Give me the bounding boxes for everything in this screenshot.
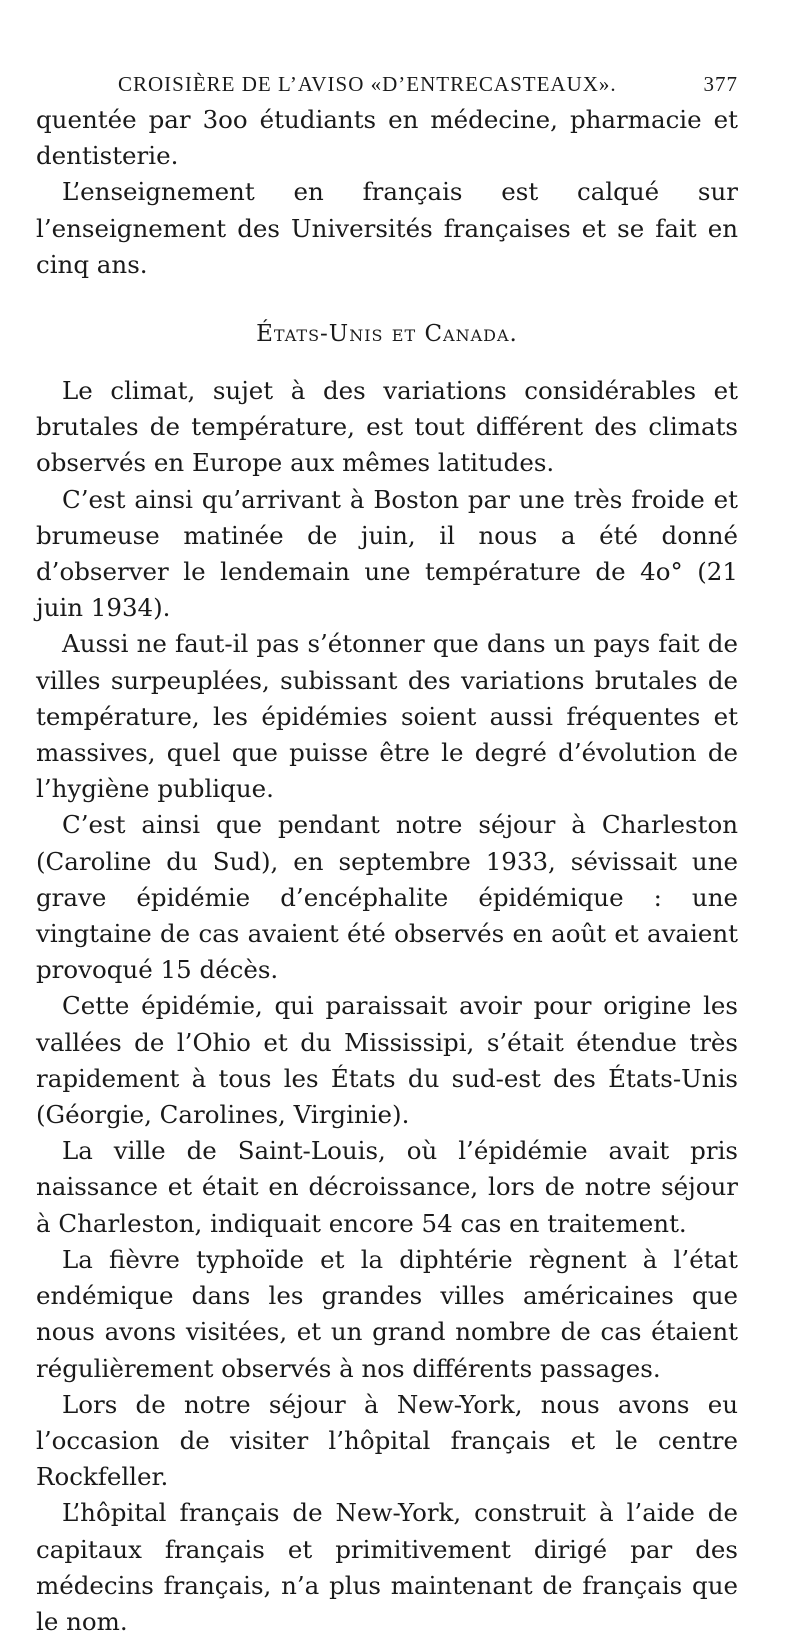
paragraph: Le climat, sujet à des variations considérables et brutales de température, est tout différent des climats observés en Europe aux mêmes latitudes. <box>36 376 738 478</box>
paragraph: La fièvre typhoïde et la diphtérie règnent à l’état endémique dans les grandes villes américaines que nous avons visitées, et un grand nombre de cas étaient régulièrement observés à nos différents passages. <box>36 1244 738 1383</box>
section-heading-text: États-Unis et Canada. <box>256 321 518 348</box>
paragraph: C’est ainsi que pendant notre séjour à Charleston (Caroline du Sud), en septembre 1933, sévissait une grave épidémie d’encéphalite épidémique : une vingtaine de cas avaient été observés en août et avaient provoqué 15 décès. <box>36 810 738 985</box>
paragraph: Lors de notre séjour à New-York, nous avons eu l’occasion de visiter l’hôpital français et le centre Rockfeller. <box>36 1389 738 1492</box>
paragraph: Aussi ne faut-il pas s’étonner que dans un pays fait de villes surpeuplées, subissant des variations brutales de température, les épidémies soient aussi fréquentes et massives, quel que puisse être le degré d’évolution de l’hygiène publique. <box>36 629 738 804</box>
section-heading <box>36 319 738 349</box>
paragraph: C’est ainsi qu’arrivant à Boston par une très froide et brumeuse matinée de juin, il nous a été donné d’observer le lendemain une température de 4o° (21 juin 1934). <box>36 484 738 623</box>
running-title: CROISIÈRE DE L’AVISO «D’ENTRECASTEAUX». <box>118 72 617 96</box>
page-number: 377 <box>703 72 738 96</box>
paragraph: L’hôpital français de New-York, construit à l’aide de capitaux français et primitivement dirigé par des médecins français, n’a plus maintenant de français que le nom. <box>36 1498 738 1636</box>
paragraph: quentée par 3oo étudiants en médecine, pharmacie et dentisterie. <box>36 105 738 171</box>
running-head <box>36 68 738 102</box>
paragraph: La ville de Saint-Louis, où l’épidémie avait pris naissance et était en décroissance, lors de notre séjour à Charleston, indiquait encore 54 cas en traitement. <box>36 1136 738 1238</box>
paragraph: L’enseignement en français est calqué sur l’enseignement des Universités françaises et se fait en cinq ans. <box>36 177 738 279</box>
book-page <box>36 68 738 1640</box>
paragraph: Cette épidémie, qui paraissait avoir pour origine les vallées de l’Ohio et du Mississipi, s’était étendue très rapidement à tous les États du sud-est des États-Unis (Géorgie, Carolines, Virginie). <box>36 991 738 1130</box>
